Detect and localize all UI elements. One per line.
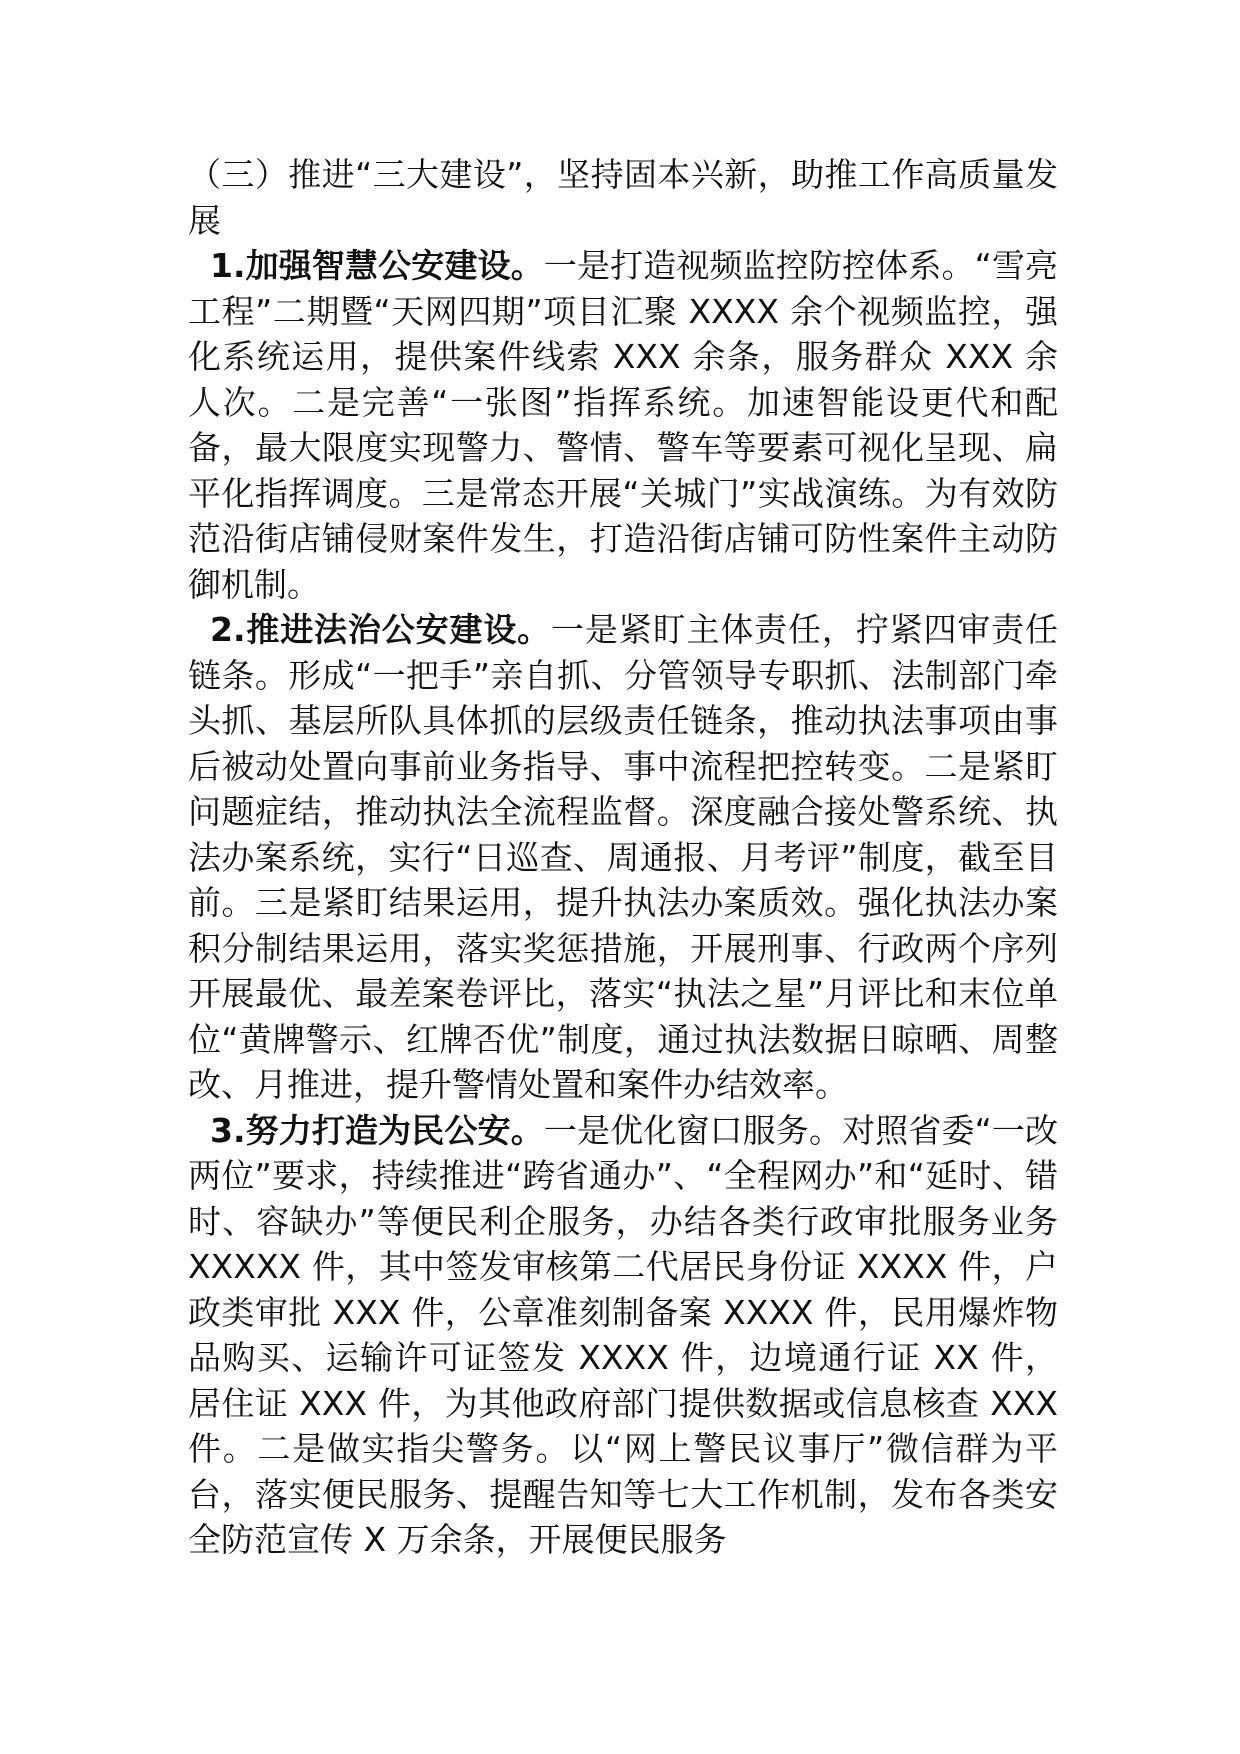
item-body-1: 一是打造视频监控防控体系。“雪亮工程”二期暨“天网四期”项目汇聚 XXXX 余个视频监控，强化系统运用，提供案件线索 XXX 余条，服务群众 XXX 余人次。二是完善“一张图”指挥系统。加速智能设更代和配备，最大限度实现警力、警情、警车等要素可视化呈现、扁平化指挥调度。三是常态开展“关城门”实战演练。为有效防范沿街店铺侵财案件发生，打造沿街店铺可防性案件主动防御机制。 [188, 246, 1058, 604]
item-body-2: 一是紧盯主体责任，拧紧四审责任链条。形成“一把手”亲自抓、分管领导专职抓、法制部门牵头抓、基层所队具体抓的层级责任链条，推动执法事项由事后被动处置向事前业务指导、事中流程把控转变。二是紧盯问题症结，推动执法全流程监督。深度融合接处警系统、执法办案系统，实行“日巡查、周通报、月考评”制度，截至目前。三是紧盯结果运用，提升执法办案质效。强化执法办案积分制结果运用，落实奖惩措施，开展刑事、行政两个序列开展最优、最差案卷评比，落实“执法之星”月评比和末位单位“黄牌警示、红牌否优”制度，通过执法数据日晾晒、周整改、月推进，提升警情处置和案件办结效率。 [188, 610, 1059, 1104]
section-heading: （三）推进“三大建设”，坚持固本兴新，助推工作高质量发展 [188, 155, 1058, 240]
item-body-3: 一是优化窗口服务。对照省委“一改两位”要求，持续推进“跨省通办”、“全程网办”和“延时、错时、容缺办”等便民利企服务，办结各类行政审批服务业务 XXXXX 件，其中签发审核第二代居民身份证 XXXX 件，户政类审批 XXX 件，公章准刻制备案 XXXX 件，民用爆炸物品购买、运输许可证签发 XXXX 件，边境通行证 XX 件，居住证 XXX 件，为其他政府部门提供数据或信息核查 XXX 件。二是做实指尖警务。以“网上警民议事厅”微信群为平台，落实便民服务、提醒告知等七大工作机制，发布各类安全防范宣传 X 万余条，开展便民服务 [188, 1110, 1058, 1559]
item-paragraph-2 [188, 607, 1058, 1108]
item-paragraph-1 [188, 243, 1058, 607]
item-heading-3: 3.努力打造为民公安。 [210, 1110, 544, 1150]
document-body [188, 152, 1058, 1563]
item-heading-1: 1.加强智慧公安建设。 [210, 246, 544, 285]
item-paragraph-3 [188, 1108, 1058, 1563]
item-heading-2: 2.推进法治公安建设。 [210, 610, 552, 649]
